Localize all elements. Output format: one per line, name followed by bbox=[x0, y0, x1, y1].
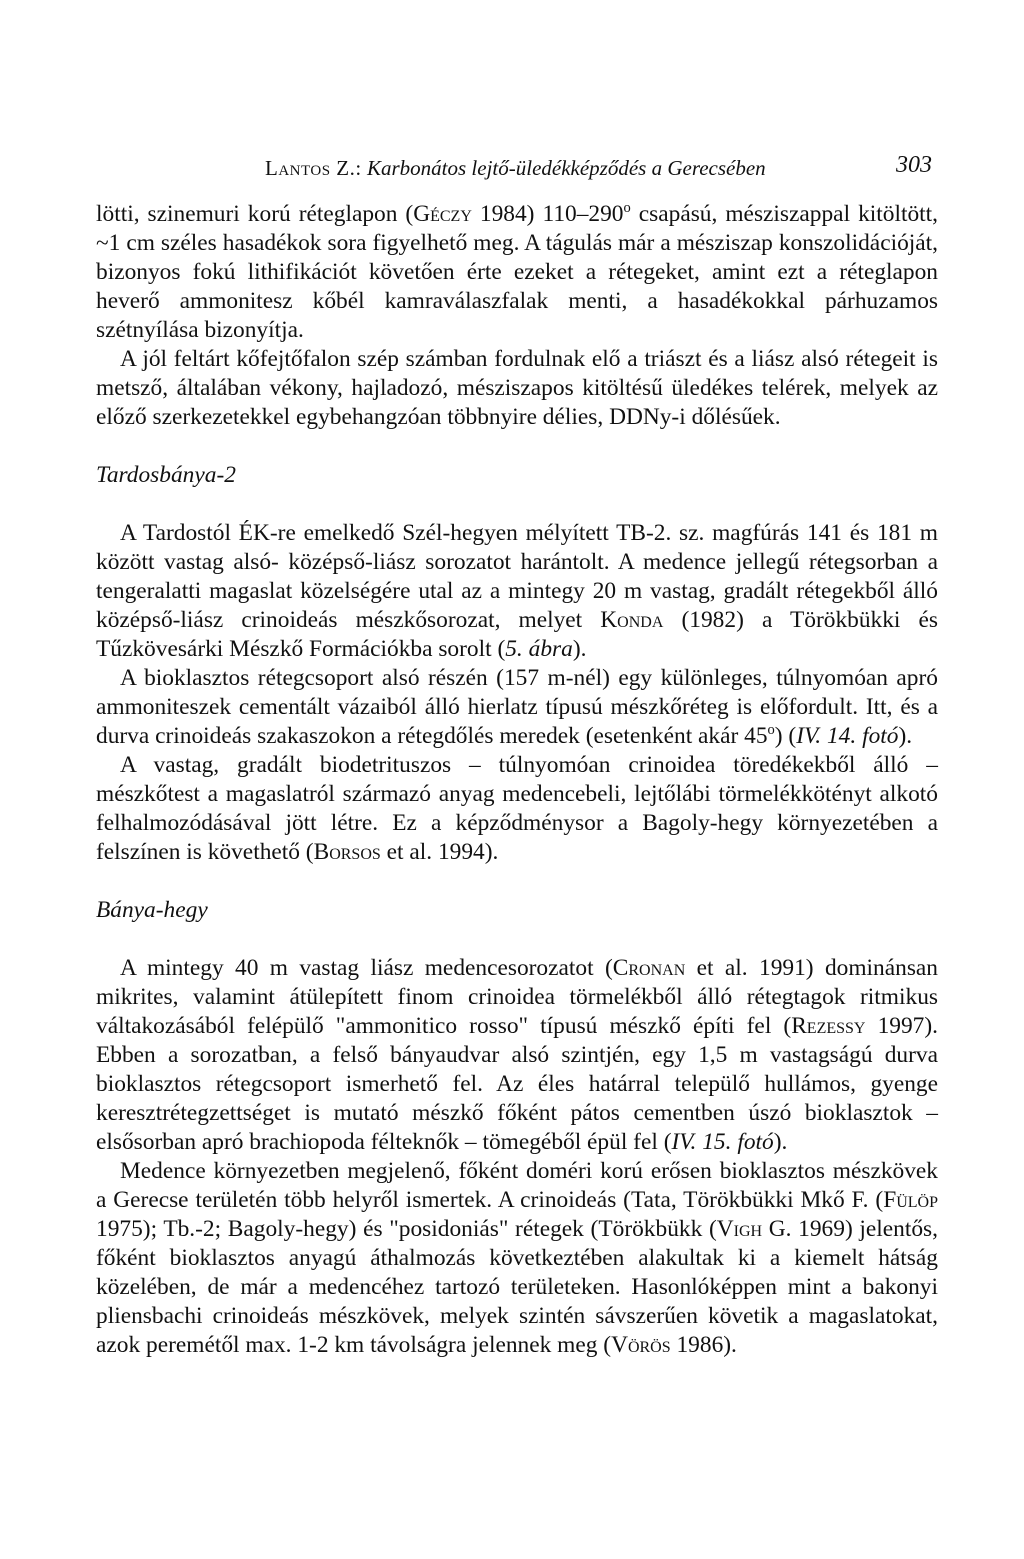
paragraph bbox=[96, 954, 938, 1157]
photo-reference: IV. 15. fotó bbox=[671, 1129, 774, 1155]
text-run: ) ( bbox=[774, 723, 797, 749]
text-run: ). bbox=[773, 1129, 788, 1155]
figure-reference: 5. ábra bbox=[505, 636, 573, 662]
section-title: Bánya-hegy bbox=[96, 897, 208, 923]
paragraph: A jól feltárt kőfejtőfalon szép számban fordulnak elő a triászt és a liász alsó rétegeit is metsző, általában vékony, hajladozó, mésziszapos kitöltésű üledékes telérek, melyek az előző szerkezetekkel egybehangzóan többnyire délies, DDNy-i dőlésűek. bbox=[96, 346, 938, 430]
text-run: (1982) a Törökbükki és Tűzkövesárki Mészkő Formációkba sorolt ( bbox=[96, 607, 939, 662]
text-run: et al. 1994). bbox=[380, 839, 499, 865]
paragraph bbox=[96, 664, 938, 751]
citation: Cronan bbox=[612, 955, 686, 981]
header-title: Karbonátos lejtő-üledékképződés a Gerecsében bbox=[366, 156, 766, 180]
text-run: 1986). bbox=[670, 1332, 737, 1358]
citation: Konda bbox=[600, 607, 664, 633]
text-run: ). bbox=[898, 723, 913, 749]
paragraph bbox=[96, 751, 938, 867]
citation: Vörös bbox=[611, 1332, 671, 1358]
text-run: 1984) 110–290 bbox=[471, 201, 624, 227]
citation: Rezessy bbox=[791, 1013, 866, 1039]
section-title: Tardosbánya-2 bbox=[96, 462, 236, 488]
paragraph bbox=[96, 1157, 938, 1360]
text-run: A mintegy 40 m vastag liász medencesorozatot ( bbox=[120, 955, 613, 981]
text-run: ). bbox=[572, 636, 587, 662]
text-run: et al. 1991) dominánsan mikrites, valamint átülepített finom crinoidea törmelékből álló rétegtagok ritmikus váltakozásából felépülő "ammonitico rosso" típusú mészkő építi fel ( bbox=[96, 955, 938, 1039]
citation: Fülöp bbox=[883, 1187, 938, 1213]
photo-reference: IV. 14. fotó bbox=[796, 723, 899, 749]
citation: Vigh G. bbox=[716, 1216, 792, 1242]
paragraph bbox=[96, 519, 938, 664]
citation: Borsos bbox=[313, 839, 381, 865]
page-number: 303 bbox=[896, 152, 932, 178]
text-run: 1969) jelentős, főként bioklasztos anyagú áthalmozás következtében alakultak ki a kiemelt hátság közelében, de már a medencéhez tartozó területeken. Hasonlóképpen mint a bakonyi pliensbachi crinoideás mészkövek, melyek szintén sávszerűen követik a magaslatokat, azok peremétől max. 1-2 km távolságra jelennek meg ( bbox=[96, 1216, 939, 1358]
text-run: lötti, szinemuri korú réteglapon ( bbox=[96, 201, 414, 227]
body-text bbox=[96, 200, 938, 1360]
citation: Géczy bbox=[413, 201, 472, 227]
text-run: 1997). Ebben a sorozatban, a felső bányaudvar alsó szintjén, egy 1,5 m vastagságú durva bioklasztos rétegcsoport ismerhető fel. Az éles határral települő hullámos, gyenge keresztrétegzettséget is mutató mészkő főként pátos cementben úszó bioklasztok – elsősorban apró brachiopoda félteknők – tömegéből épül fel ( bbox=[96, 1013, 938, 1155]
paragraph bbox=[96, 200, 938, 345]
text-run: A vastag, gradált biodetrituszos – túlnyomóan crinoidea töredékekből álló – mészkőtest a magaslatról származó anyag medencebeli, lejtőlábi törmelékkötényt alkotó felhalmozódásával jött létre. Ez a képződménysor a Bagoly-hegy környezetében a felszínen is követhető ( bbox=[96, 752, 938, 865]
degree-superscript: o bbox=[767, 722, 775, 739]
header-author: Lantos Z.: bbox=[265, 156, 362, 180]
text-run: A bioklasztos rétegcsoport alsó részén (157 m-nél) egy különleges, túlnyomóan apró ammoniteszek cementált vázaiból álló hierlatz típusú mészkőréteg is előfordult. Itt, és a durva crinoideás szakaszokon a rétegdőlés meredek (esetenként akár 45 bbox=[96, 665, 938, 749]
degree-superscript: o bbox=[623, 200, 631, 217]
text-run: 1975); Tb.-2; Bagoly-hegy) és "posidoniás" rétegek (Törökbükk ( bbox=[96, 1216, 717, 1242]
running-head bbox=[265, 154, 965, 182]
text-run: Medence környezetben megjelenő, főként doméri korú erősen bioklasztos mészkövek a Gerecse területén több helyről ismertek. A crinoideás (Tata, Törökbükki Mkő F. ( bbox=[96, 1158, 938, 1213]
text-run: csapású, mésziszappal kitöltött, ~1 cm széles hasadékok sora figyelhető meg. A tágulás már a mésziszap konszolidációját, bizonyos fokú lithifikációt követően érte ezeket a rétegeket, amint ezt a réteglapon heverő ammonitesz kőbél kamraválaszfalak menti, a hasadékokkal párhuzamos szétnyílása bizonyítja. bbox=[96, 201, 939, 343]
text-run: A Tardostól ÉK-re emelkedő Szél-hegyen mélyített TB-2. sz. magfúrás 141 és 181 m között vastag alsó- középső-liász sorozatot harántolt. A medence jellegű rétegsorban a tengeralatti magaslat közelségére utal az a mintegy 20 m vastag, gradált rétegekből álló középső-liász crinoideás mészkősorozat, melyet bbox=[96, 520, 938, 633]
